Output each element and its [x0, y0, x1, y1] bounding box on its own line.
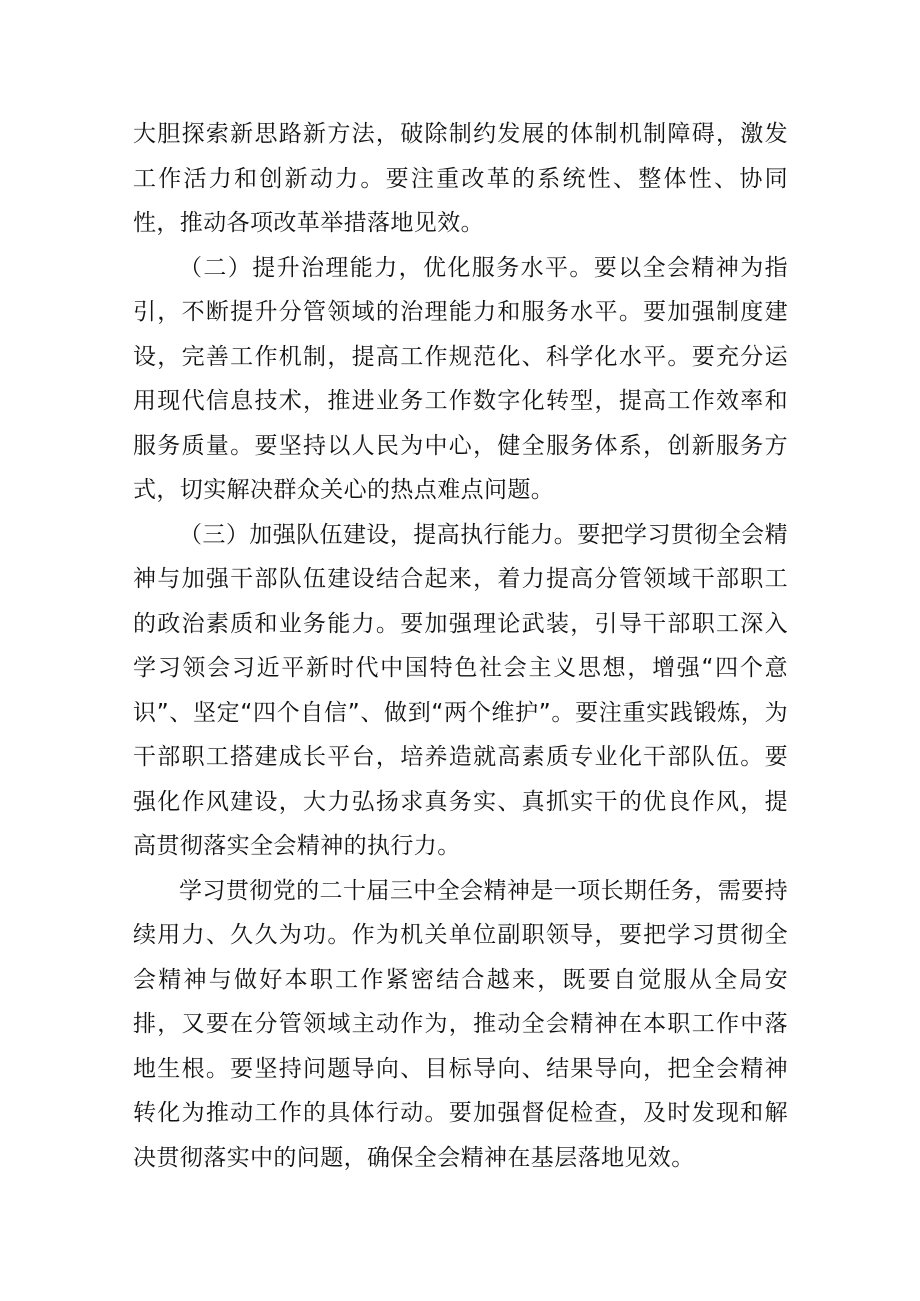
paragraph-team-building: （三）加强队伍建设，提高执行能力。要把学习贯彻全会精神与加强干部队伍建设结合起来，着力提高分管领域干部职工的政治素质和业务能力。要加强理论武装，引导干部职工深入学习领会习近平新时代中国特色社会主义思想，增强“四个意识”、坚定“四个自信”、做到“两个维护”。要注重实践锻炼，为干部职工搭建成长平台，培养造就高素质专业化干部队伍。要强化作风建设，大力弘扬求真务实、真抓实干的优良作风，提高贯彻落实全会精神的执行力。: [133, 521, 788, 859]
paragraph-conclusion: 学习贯彻党的二十届三中全会精神是一项长期任务，需要持续用力、久久为功。作为机关单位副职领导，要把学习贯彻全会精神与做好本职工作紧密结合越来，既要自觉服从全局安排，又要在分管领域主动作为，推动全会精神在本职工作中落地生根。要坚持问题导向、目标导向、结果导向，把全会精神转化为推动工作的具体行动。要加强督促检查，及时发现和解决贯彻落实中的问题，确保全会精神在基层落地见效。: [133, 877, 788, 1171]
paragraph-reform-continuation: 大胆探索新思路新方法，破除制约发展的体制机制障碍，激发工作活力和创新动力。要注重改革的系统性、整体性、协同性，推动各项改革举措落地见效。: [133, 121, 788, 236]
document-page: [133, 112, 788, 1180]
paragraph-governance: （二）提升治理能力，优化服务水平。要以全会精神为指引，不断提升分管领域的治理能力和服务水平。要加强制度建设，完善工作机制，提高工作规范化、科学化水平。要充分运用现代信息技术，推进业务工作数字化转型，提高工作效率和服务质量。要坚持以人民为中心，健全服务体系，创新服务方式，切实解决群众关心的热点难点问题。: [133, 254, 788, 503]
